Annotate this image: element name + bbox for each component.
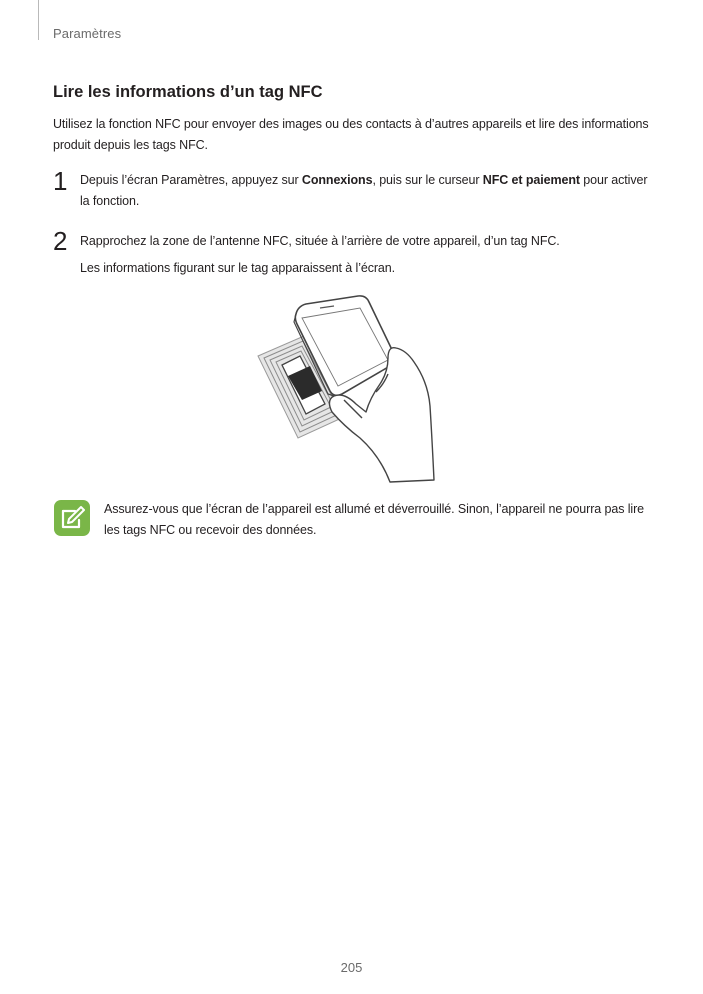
- step-1-text-before: Depuis l’écran Paramètres, appuyez sur: [80, 173, 302, 187]
- step-2-subtext: Les informations figurant sur le tag apparaissent à l’écran.: [80, 261, 396, 275]
- intro-paragraph: Utilisez la fonction NFC pour envoyer des images ou des contacts à d’autres appareils et lire des informations produit depuis les tags NFC.: [53, 117, 649, 152]
- section-title: Lire les informations d’un tag NFC: [53, 83, 323, 101]
- step-2-number: 2: [53, 226, 68, 256]
- step-1-bold-nfc: NFC et paiement: [482, 173, 580, 187]
- note-pencil-icon: [54, 500, 90, 536]
- note-text: Assurez-vous que l’écran de l’appareil est allumé et déverrouillé. Sinon, l’appareil ne pourra pas lire les tags NFC ou recevoir des données.: [104, 502, 644, 537]
- page-number: 205: [340, 960, 363, 975]
- step-1-bold-connexions: Connexions: [301, 173, 373, 187]
- step-1-number: 1: [53, 166, 68, 196]
- nfc-tag-illustration: [248, 288, 448, 484]
- running-head: Paramètres: [53, 26, 122, 41]
- page-edge-line: [38, 0, 39, 40]
- step-2-text: Rapprochez la zone de l’antenne NFC, située à l’arrière de votre appareil, d’un tag NFC.: [80, 234, 560, 248]
- note-icon: [54, 500, 90, 536]
- step-1-text: [80, 170, 660, 212]
- step-1-text-middle: , puis sur le curseur: [372, 173, 483, 187]
- step-1-text-after: pour activer la fonction.: [80, 173, 648, 208]
